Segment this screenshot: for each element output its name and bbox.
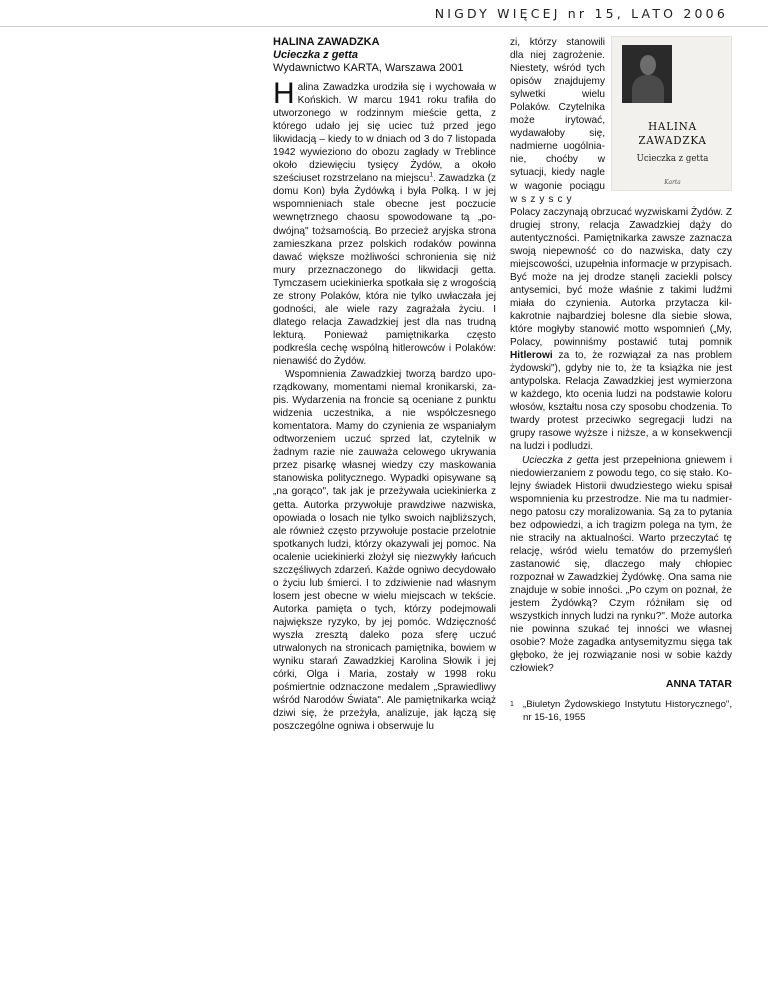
footnote-ref: 1	[429, 171, 433, 179]
header-rule	[0, 26, 768, 27]
paragraph-2-continued-text: zi, którzy stanowili dla niej zagrożenie. Niestety, wśród tych opisów znajdujemy sylwetki wielu Polaków. Czytelnika może irytować, wydawałoby się, nadmierne uogólnianie, choćby w sytuacji, kiedy nagle w wagonie pociągu	[510, 37, 605, 192]
footnote-number: 1	[510, 701, 514, 709]
paragraph-2: Wspomnienia Zawadzkiej tworzą bardzo uporządkowany, momentami niemal kronikarski, zapis. Wydarzenia na froncie są oceniane z punktu widzenia uczestnika, a nie współczesnego komentatora. Mamy do czynienia ze wspaniałym odtworzeniem uczuć sprzed lat, czytelnik w żadnym razie nie zauważa celowego ukrywania przez pisarkę własnej wiedzy czy maskowania stanowiska politycznego. Wypadki opisywane są „na gorąco", tak jak je przeżywała uciekinierka z getta. Autorka przywołuje prawdziwe nazwiska, opowiada o losach nie tylko swoich najbliższych, ale również często przywołuje postacie przelotnie spotkanych ludzi, którzy okazywali jej pomoc. Na ocalenie uciekinierki złożył się niezwykły łańcuch szczęśliwych zdarzeń. Każde ogniwo decydowało o życiu lub śmierci. I to zdziwienie nad własnym losem jest obecne w wielu miejscach w tekście. Autorka pamięta o tych, którzy podejmowali największe ryzyko, by jej pomóc. Wdzięczność wyszła zresztą daleko poza sferę uczuć utrwalonych na stronicach pamiętnika, bowiem w wyniku starań Zawadzkiej Karolina Słowik i jej córki, Olga i Maria, zostały w 1998 roku pośmiertnie odznaczone medalem „Sprawiedliwy wśród Narodów Świata". Ale pamiętnikarka wciąż dziwi się, że przeżyła, analizuje, jak łączą się poszczególne ogniwa i obserwuje lu	[273, 369, 496, 733]
cover-author-line1: HALINA	[648, 119, 697, 133]
cover-publisher: Karta	[664, 178, 681, 186]
drop-cap: H	[273, 77, 295, 110]
paragraph-1	[273, 77, 496, 368]
paragraph-1-rest: . Zawadzka (z domu Kon) była Żydówką i była Polką. I w jej wspomnieniach stale obecne jest poczucie wewnętrznego chaosu spowodowane tą „podwójną" tożsamością. Bo przecież aryjska strona zamieszkana przez polskich rodaków powinna dawać większe możliwości schronienia się niż mury przeznaczonego do likwidacji getta. Tymczasem uciekinierka spotkała się z wrogością ze strony Polaków, która nie tylko uwłaczała jej godności, ale wiele razy zagrażała życiu. I dlatego relacja Zawadzkiej jest dla nas trudną lekturą. Ponieważ pamiętnikarka często podkreśla cechę wspólną hitlerowców i Polaków: nienawiść do Żydów.	[273, 173, 496, 367]
right-column	[510, 36, 732, 724]
paragraph-3	[510, 454, 732, 676]
inline-book-title: Ucieczka z getta	[522, 454, 599, 466]
book-title: Ucieczka z getta	[273, 49, 358, 61]
left-column	[273, 36, 496, 733]
cover-photo	[622, 45, 672, 103]
cover-photo-face	[640, 55, 656, 75]
cover-title: Ucieczka z getta	[636, 153, 709, 164]
cover-author	[612, 119, 733, 147]
running-head: NIGDY WIĘCEJ nr 15, LATO 2006	[434, 6, 728, 21]
book-cover	[611, 36, 732, 191]
cover-photo-body	[632, 75, 664, 103]
paragraph-1-text: alina Zawadzka urodziła się i wychowała w Końskich. W marcu 1941 roku trafiła do utworzonego w rodzinnym mieście getta, z którego udało jej się uciec tuż przed jego likwidacją – kiedy to w dniach od 3 do 7 listopada 1942 wywieziono do obozu zagłady w Treblince około dziewięciu tysięcy Żydów, a około sześciuset rozstrzelano na miejscu	[273, 82, 496, 185]
paragraph-2-end: za to, że rozwiązał za nas problem żydowski"), gdyby nie to, że ta książka nie jest antypolska. Relacja Zawadzkiej jest wymierzona w każdego, kto ocenia ludzi na podstawie koloru włosów, kształtu nosa czy sposobu chodzenia. To twardy protest przeciwko segregacji ludzi na grupy rasowe wyższe i niższe, a w konsekwencji na ludzi i podludzi.	[510, 350, 732, 453]
book-publisher: Wydawnictwo KARTA, Warszawa 2001	[273, 62, 464, 74]
signature: ANNA TATAR	[665, 678, 732, 691]
paragraph-3-text: jest przepełniona gniewem i niedowierzaniem z powodu tego, co się stało. Kolejny świadek Historii dwudziestego wieku spisał wspomnienia ku przestrodze. Nie ma tu nadmiernego patosu czy moralizowania. Są za to pytania bez odpowiedzi, a ich tragizm polega na tym, że nie straciły na aktualności. Warto przeczytać tę relację, wśród wielu tematów do przemyśleń zastanowić się, dlaczego mały chłopiec rozpoznał w Zawadzkiej Żydówkę. Ona sama nie znajduje w sobie inności. „Po czym on poznał, że jestem Żydówką? Czym różniłam się od wszystkich innych ludzi na rynku?". Może autorka nie powinna szukać tej inności we własnej osobie? Może zagadka antysemityzmu sięga tak głęboko, że jej rozwiązanie nosi w sobie każdy człowiek?	[510, 454, 732, 675]
book-author: HALINA ZAWADZKA	[273, 36, 380, 48]
paragraph-2-mid: Polacy zaczynają obrzucać wyzwiskami Żydów. Z drugiej strony, relacja Zawadzkiej dąży do autentyczności. Pamiętnikarka zawsze zaznacza swoją niepewność co do nazwiska, daty czy miejscowości, uzupełnia informacje w przypisach. Być może na jej drodze stanęli zaciekli polscy antysemici, być może właśnie z takimi ludźmi miała do czynienia. Autorka przytacza kilkakrotnie najbardziej bolesne dla siebie słowa, które mogłyby stanowić motto wspomnień („My, Polacy, powinniśmy postawić tutaj pomnik	[510, 206, 732, 349]
emphasis-wszyscy: wszyscy	[510, 193, 576, 205]
emphasis-hitlerowi: Hitlerowi	[510, 350, 553, 362]
footnote	[510, 699, 732, 724]
footnote-text: „Biuletyn Żydowskiego Instytutu Historycznego", nr 15-16, 1955	[523, 699, 732, 723]
cover-author-line2: ZAWADZKA	[638, 133, 707, 147]
